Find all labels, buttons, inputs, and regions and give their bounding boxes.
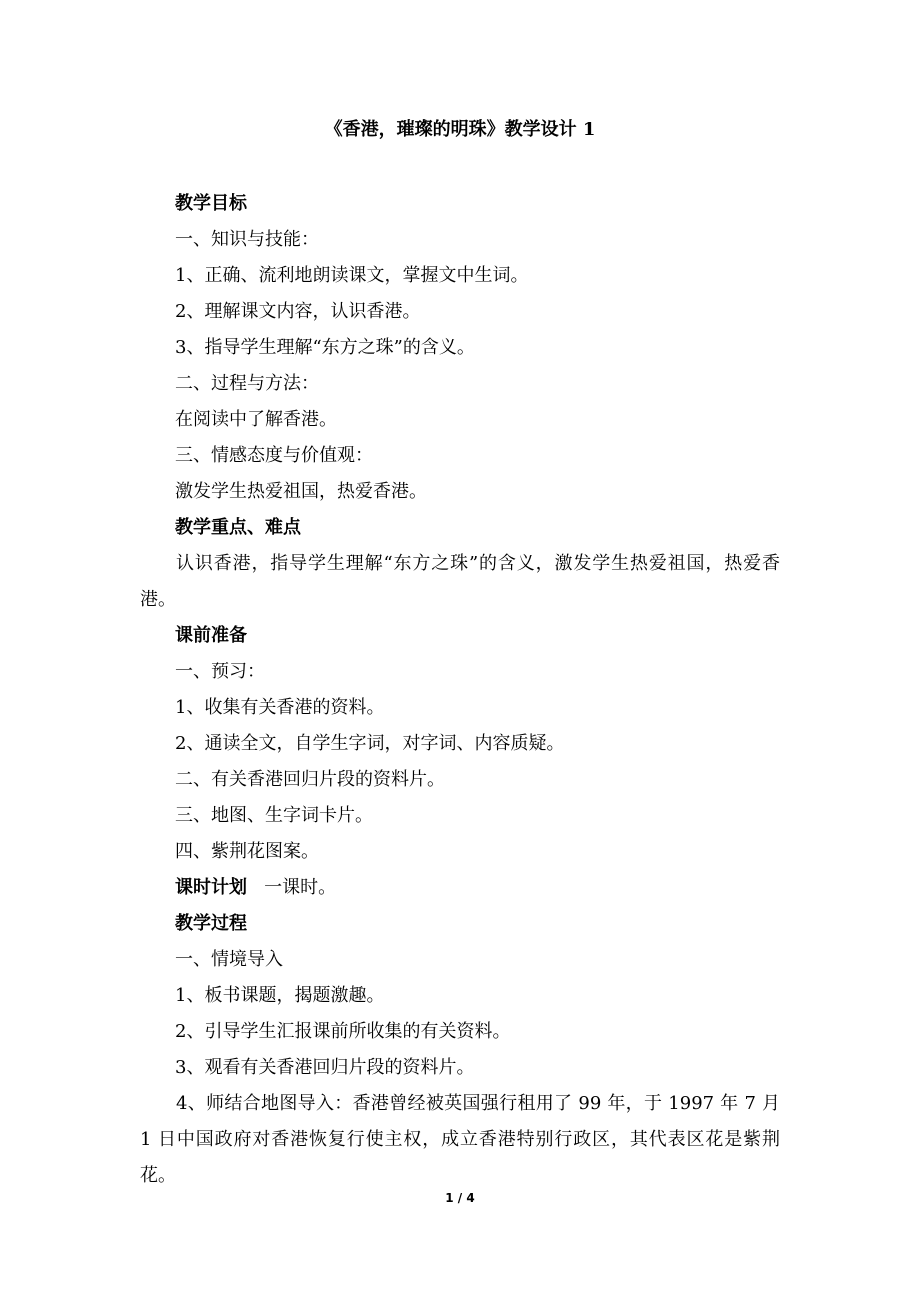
goal-process-item: 在阅读中了解香港。 xyxy=(175,409,337,430)
process-heading: 教学过程 xyxy=(175,913,247,934)
goal-knowledge-item-1: 1、正确、流利地朗读课文，掌握文中生词。 xyxy=(175,265,529,286)
process-step-1-item-2: 2、引导学生汇报课前所收集的有关资料。 xyxy=(175,1021,511,1042)
lesson-plan-heading: 课时计划 xyxy=(175,877,247,898)
prep-item-4: 四、紫荆花图案。 xyxy=(175,841,319,862)
goal-knowledge-item-3: 3、指导学生理解“东方之珠”的含义。 xyxy=(175,337,475,358)
goal-emotion-heading: 三、情感态度与价值观： xyxy=(175,445,373,466)
goal-process-heading: 二、过程与方法： xyxy=(175,373,319,394)
prep-item-3: 三、地图、生字词卡片。 xyxy=(175,805,373,826)
process-step-1-item-4: 4、师结合地图导入：香港曾经被英国强行租用了 99 年，于 1997 年 7 月 1 日中国政府对香港恢复行使主权，成立香港特别行政区，其代表区花是紫荆花。 xyxy=(140,1093,780,1186)
lesson-plan-line xyxy=(175,876,336,900)
prep-item-2: 二、有关香港回归片段的资料片。 xyxy=(175,769,445,790)
preparation-heading: 课前准备 xyxy=(175,625,247,646)
key-points-text: 认识香港，指导学生理解“东方之珠”的含义，激发学生热爱祖国，热爱香港。 xyxy=(140,553,780,610)
goal-knowledge-heading: 一、知识与技能： xyxy=(175,229,319,250)
lesson-plan-text: 一课时。 xyxy=(264,877,337,898)
prep-preview-item-1: 1、收集有关香港的资料。 xyxy=(175,697,385,718)
page-number: 1 / 4 xyxy=(445,1191,475,1205)
prep-preview-heading: 一、预习： xyxy=(175,661,265,682)
process-step-1-item-3: 3、观看有关香港回归片段的资料片。 xyxy=(175,1057,475,1078)
process-step-1-heading: 一、情境导入 xyxy=(175,949,283,970)
key-points-heading: 教学重点、难点 xyxy=(175,517,301,538)
goals-heading: 教学目标 xyxy=(175,193,247,214)
prep-preview-item-2: 2、通读全文，自学生字词，对字词、内容质疑。 xyxy=(175,733,565,754)
goal-knowledge-item-2: 2、理解课文内容，认识香港。 xyxy=(175,301,421,322)
goal-emotion-item: 激发学生热爱祖国，热爱香港。 xyxy=(175,481,427,502)
process-step-1-item-1: 1、板书课题，揭题激趣。 xyxy=(175,985,385,1006)
document-title: 《香港，璀璨的明珠》教学设计 1 xyxy=(324,119,596,140)
